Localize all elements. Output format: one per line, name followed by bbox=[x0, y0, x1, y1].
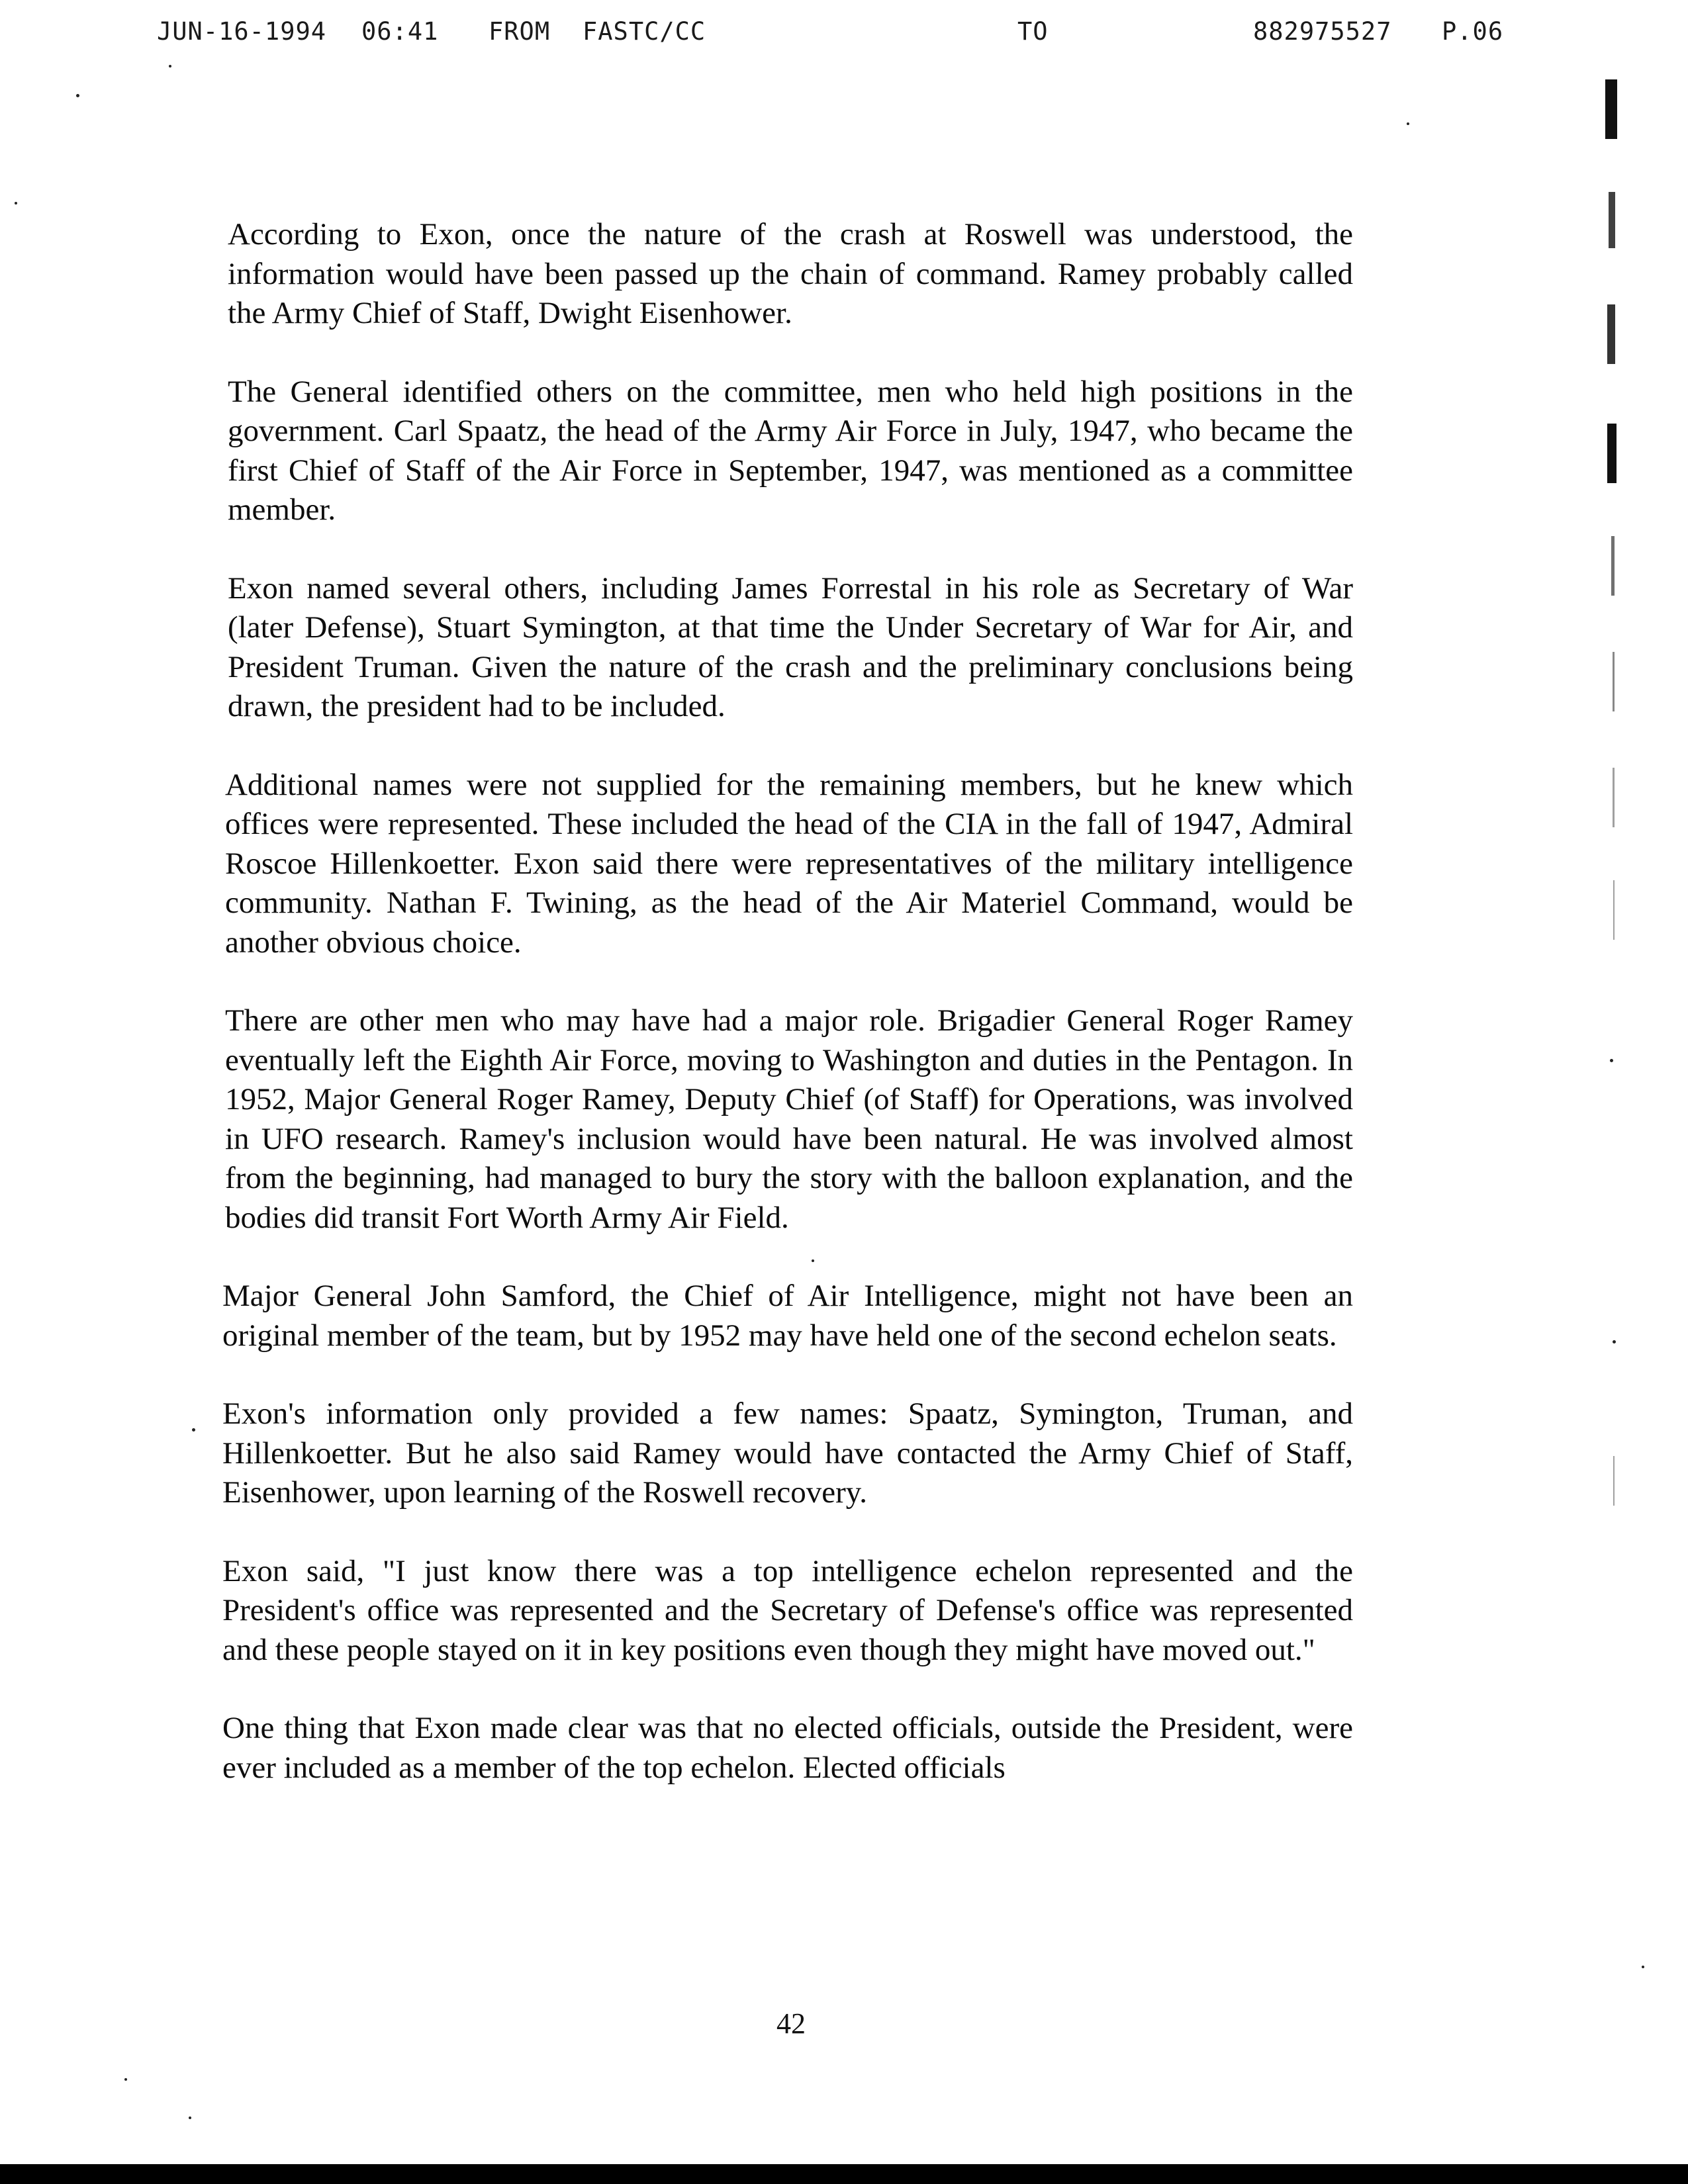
fax-time: 06:41 bbox=[361, 17, 439, 46]
scan-speck bbox=[76, 94, 79, 97]
scan-bottom-edge bbox=[0, 2164, 1688, 2184]
paragraph: One thing that Exon made clear was that no elected officials, outside the President, were ever included as a member of the top echelon. Elected officials bbox=[222, 1711, 1353, 1785]
scan-margin-mark bbox=[1613, 880, 1615, 940]
page-number: 42 bbox=[776, 2007, 806, 2040]
scan-margin-mark bbox=[1609, 192, 1615, 248]
scan-speck bbox=[1610, 1059, 1613, 1062]
paragraph: There are other men who may have had a major role. Brigadier General Roger Ramey eventually left the Eighth Air Force, moving to Washington and duties in the Pentagon. In 1952, Major General Roger Ramey, Deputy Chief (of Staff) for Operations, was involved in UFO research. Ramey's inclusion would have been natural. He was involved almost from the beginning, had managed to bury the story with the balloon explanation, and the bodies did transit Fort Worth Army Air Field. bbox=[225, 1003, 1353, 1235]
fax-header bbox=[0, 17, 1688, 57]
scan-speck bbox=[1642, 1966, 1644, 1968]
scan-margin-mark bbox=[1607, 424, 1617, 483]
scan-speck bbox=[124, 2078, 127, 2081]
paragraph: The General identified others on the committee, men who held high positions in the government. Carl Spaatz, the head of the Army Air Force in July, 1947, who became the first Chief of Staff of the Air Force in September, 1947, was mentioned as a committee member. bbox=[228, 374, 1353, 527]
scan-margin-mark bbox=[1613, 652, 1615, 711]
fax-page: P.06 bbox=[1442, 17, 1504, 46]
scan-margin-mark bbox=[1605, 79, 1617, 139]
paragraph: Additional names were not supplied for the remaining members, but he knew which offices were represented. These included the head of the CIA in the fall of 1947, Admiral Roscoe Hillenkoetter. Exon said there were representatives of the military intelligence community. Nathan F. Twining, as the head of the Air Materiel Command, would be another obvious choice. bbox=[225, 767, 1353, 960]
fax-date: JUN-16-1994 bbox=[157, 17, 327, 46]
scan-margin-mark bbox=[1607, 304, 1615, 364]
scan-speck bbox=[169, 65, 171, 68]
scan-speck bbox=[1613, 1340, 1616, 1343]
scan-speck bbox=[15, 202, 17, 205]
scan-speck bbox=[1407, 122, 1409, 125]
paragraph: According to Exon, once the nature of the crash at Roswell was understood, the information would have been passed up the chain of command. Ramey probably called the Army Chief of Staff, Dwight Eisenhower. bbox=[228, 217, 1353, 330]
scan-margin-mark bbox=[1611, 536, 1615, 596]
scan-speck bbox=[192, 1428, 195, 1432]
paragraph: Exon's information only provided a few names: Spaatz, Symington, Truman, and Hillenkoetter. But he also said Ramey would have contacted the Army Chief of Staff, Eisenhower, upon learning of the Roswell recovery. bbox=[222, 1396, 1353, 1510]
fax-to-label: TO bbox=[1017, 17, 1049, 46]
fax-sender: FASTC/CC bbox=[583, 17, 706, 46]
fax-from-label: FROM bbox=[489, 17, 551, 46]
scan-margin-mark bbox=[1613, 768, 1615, 827]
document-body bbox=[222, 215, 1353, 1827]
paragraph: Major General John Samford, the Chief of Air Intelligence, might not have been an original member of the team, but by 1952 may have held one of the second echelon seats. bbox=[222, 1279, 1353, 1353]
paragraph: Exon said, "I just know there was a top intelligence echelon represented and the President's office was represented and the Secretary of Defense's office was represented and these people stayed on it in key positions even though they might have moved out." bbox=[222, 1553, 1353, 1667]
scan-speck bbox=[189, 2116, 191, 2119]
scan-margin-mark bbox=[1613, 1456, 1615, 1506]
paragraph: Exon named several others, including James Forrestal in his role as Secretary of War (later Defense), Stuart Symington, at that time the Under Secretary of War for Air, and President Truman. Given the nature of the crash and the preliminary conclusions being drawn, the president had to be included. bbox=[228, 570, 1353, 723]
fax-number: 882975527 bbox=[1253, 17, 1392, 46]
scan-speck bbox=[812, 1259, 814, 1262]
